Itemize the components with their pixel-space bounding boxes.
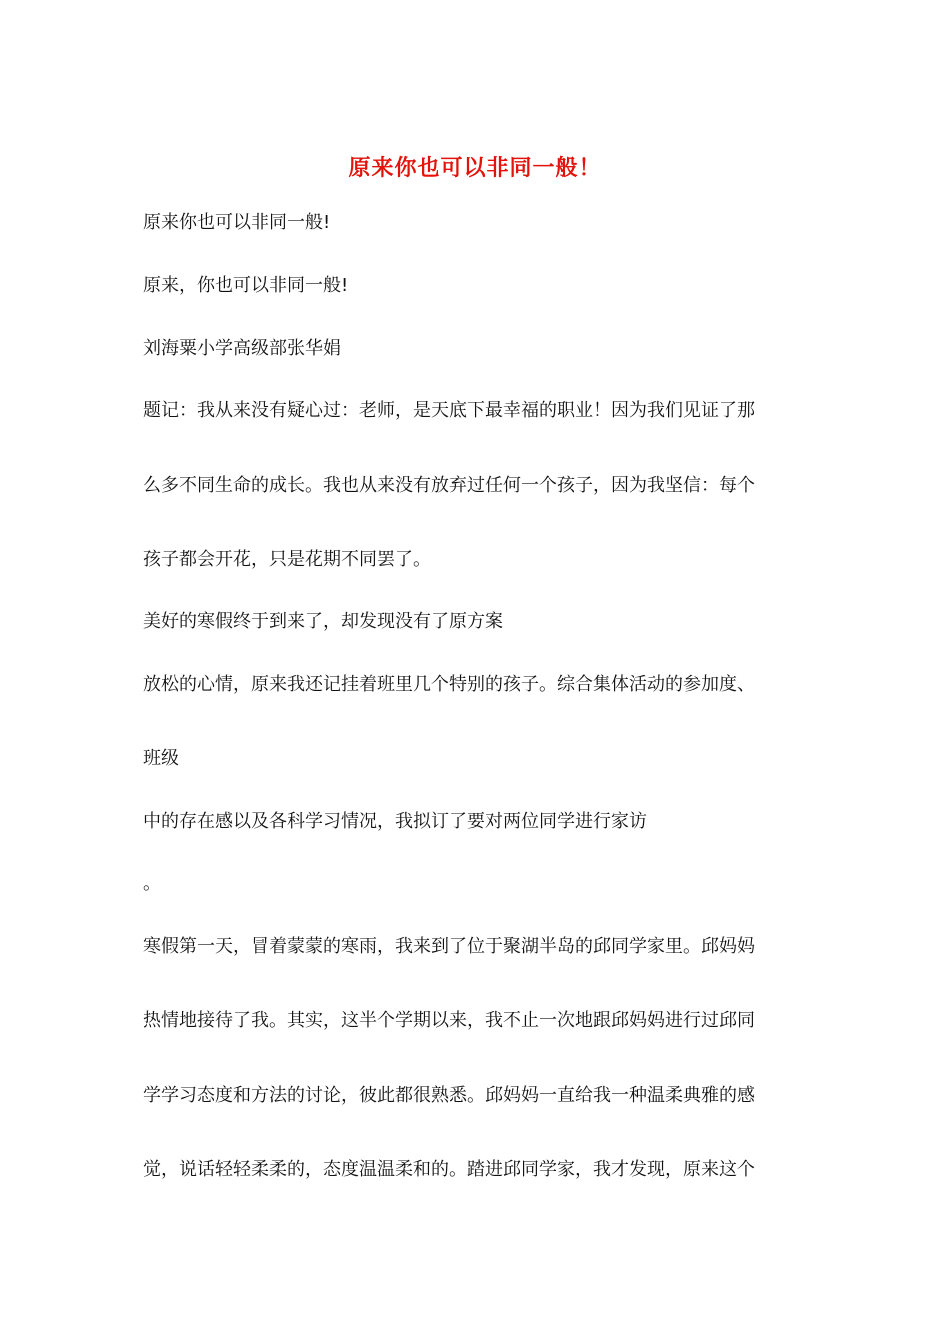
body-line: 班级 <box>143 748 179 769</box>
body-line: 么多不同生命的成长。我也从来没有放弃过任何一个孩子，因为我坚信：每个 <box>143 475 755 496</box>
body-line: 放松的心情，原来我还记挂着班里几个特别的孩子。综合集体活动的参加度、 <box>143 674 755 695</box>
body-line: 孩子都会开花，只是花期不同罢了。 <box>143 549 431 570</box>
body-line: 刘海粟小学高级部张华娟 <box>143 338 341 359</box>
body-line: 觉，说话轻轻柔柔的，态度温温柔和的。踏进邱同学家，我才发现，原来这个 <box>143 1159 755 1180</box>
body-line: 热情地接待了我。其实，这半个学期以来，我不止一次地跟邱妈妈进行过邱同 <box>143 1010 755 1031</box>
body-line: 题记：我从来没有疑心过：老师，是天底下最幸福的职业！因为我们见证了那 <box>143 400 755 421</box>
body-line: 原来你也可以非同一般! <box>143 212 331 233</box>
body-line: 。 <box>143 873 161 894</box>
body-line: 美好的寒假终于到来了，却发现没有了原方案 <box>143 611 503 632</box>
body-line: 原来，你也可以非同一般! <box>143 275 349 296</box>
body-line: 中的存在感以及各科学习情况，我拟订了要对两位同学进行家访 <box>143 811 647 832</box>
body-line: 学学习态度和方法的讨论，彼此都很熟悉。邱妈妈一直给我一种温柔典雅的感 <box>143 1085 755 1106</box>
document-title: 原来你也可以非同一般！ <box>348 155 602 181</box>
body-line: 寒假第一天，冒着蒙蒙的寒雨，我来到了位于聚湖半岛的邱同学家里。邱妈妈 <box>143 936 755 957</box>
